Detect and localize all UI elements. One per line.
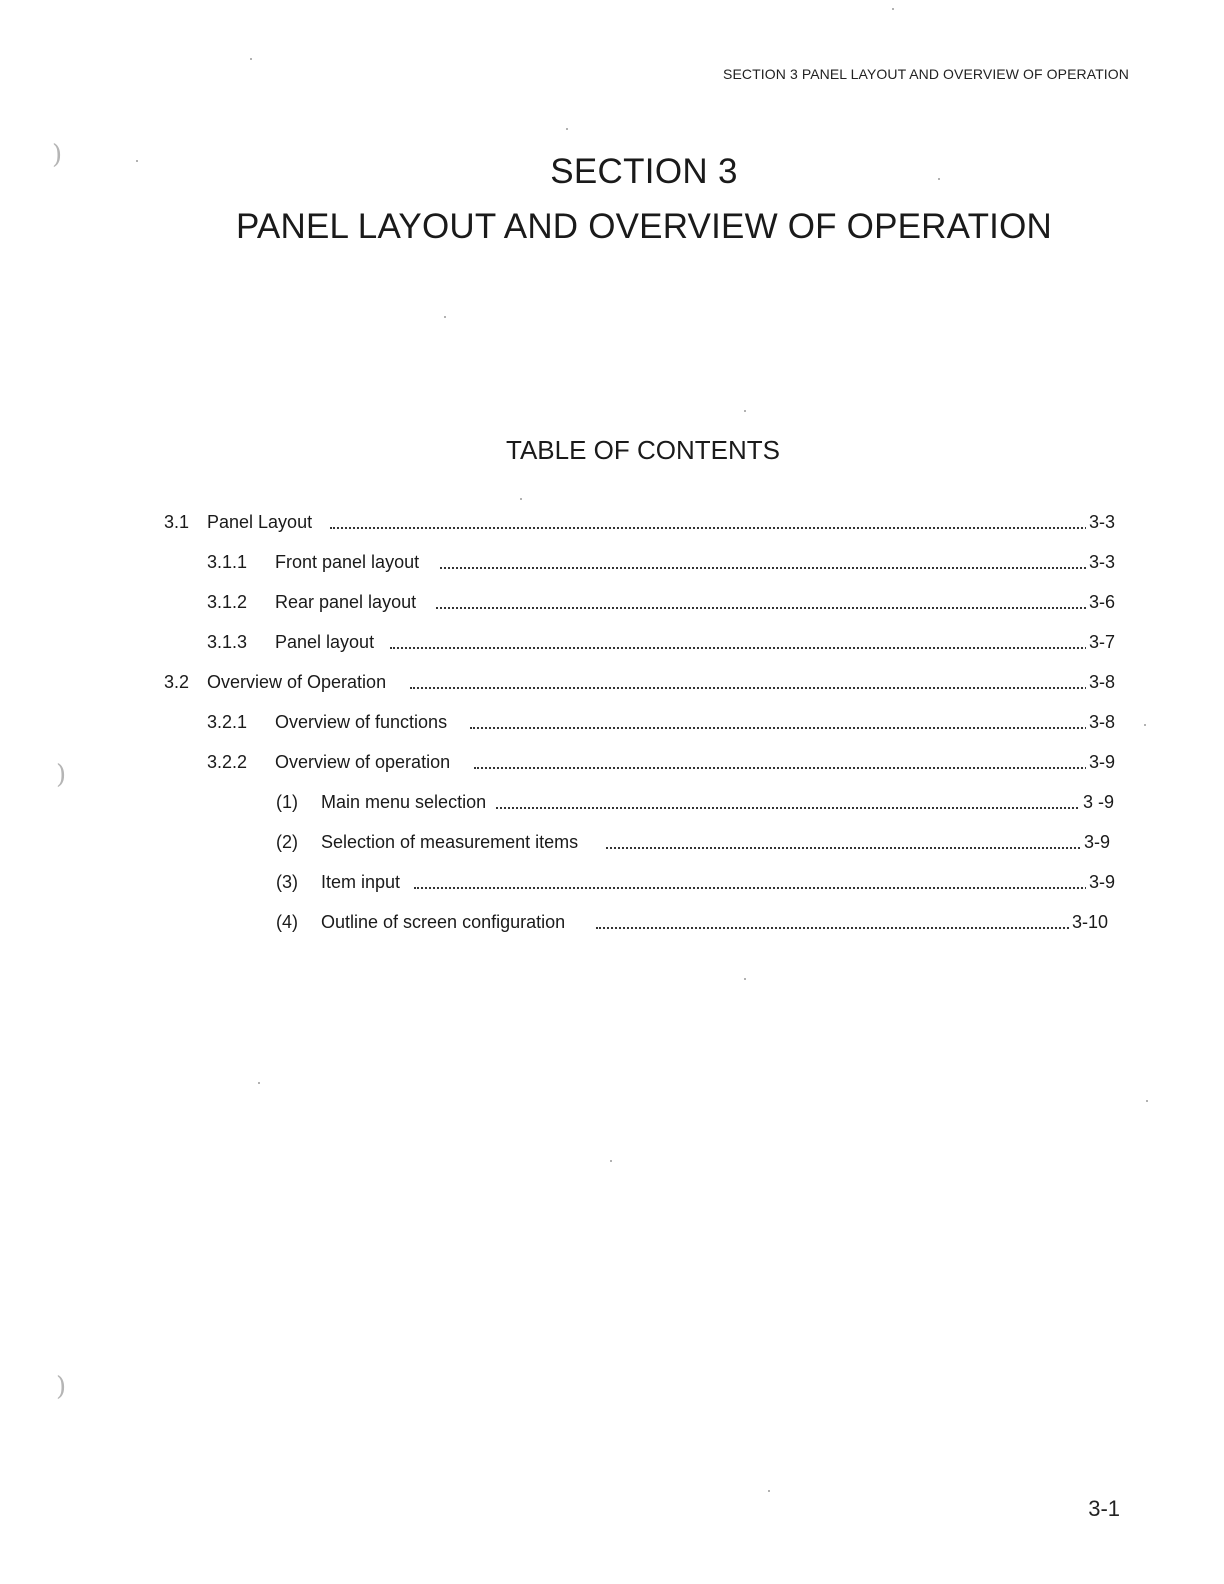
section-subtitle: PANEL LAYOUT AND OVERVIEW OF OPERATION: [235, 207, 1053, 246]
running-header: SECTION 3 PANEL LAYOUT AND OVERVIEW OF OPERATION: [723, 66, 1129, 82]
toc-entry-label: Item input: [321, 868, 404, 896]
toc-entry-number: 3.1.3: [207, 632, 248, 652]
toc-entry-number: (4): [276, 912, 298, 932]
scan-speck: [768, 1490, 770, 1492]
toc-entry-number: 3.1.1: [207, 552, 248, 572]
scan-speck: [1144, 724, 1146, 726]
scan-speck: [250, 58, 252, 60]
toc-entry-label: Rear panel layout: [275, 588, 420, 616]
scan-speck: [444, 316, 446, 318]
toc-entry-label: Overview of functions: [275, 708, 451, 736]
toc-entry-label: Panel Layout: [207, 508, 316, 536]
section-title: SECTION 3: [550, 152, 738, 191]
toc-leader-dots: [436, 607, 1090, 609]
toc-entry-page: 3-9: [1086, 748, 1115, 776]
toc-entry-number: 3.2: [164, 672, 190, 692]
toc-entry-page: 3-9: [1081, 828, 1110, 856]
toc-leader-dots: [330, 527, 1090, 529]
toc-entry-label: Outline of screen configuration: [321, 908, 569, 936]
scan-speck: [136, 160, 138, 162]
scan-speck: [520, 498, 522, 500]
binder-hole-mark: ): [56, 760, 67, 790]
toc-leader-dots: [474, 767, 1090, 769]
scan-speck: [938, 178, 940, 180]
binder-hole-mark: ): [56, 1372, 67, 1402]
toc-entry-page: 3-8: [1086, 668, 1115, 696]
toc-entry-label: Overview of operation: [275, 748, 454, 776]
toc-entry-number: (1): [276, 792, 298, 812]
scan-speck: [892, 8, 894, 10]
toc-leader-dots: [414, 887, 1090, 889]
toc-leader-dots: [390, 647, 1090, 649]
toc-leader-dots: [596, 927, 1072, 929]
toc-entry-label: Panel layout: [275, 628, 378, 656]
toc-leader-dots: [440, 567, 1090, 569]
toc-entry-label: Overview of Operation: [207, 668, 390, 696]
toc-entry-page: 3-6: [1086, 588, 1115, 616]
scan-speck: [610, 1160, 612, 1162]
toc-leader-dots: [606, 847, 1084, 849]
toc-entry-number: 3.1: [164, 512, 190, 532]
toc-entry-label: Main menu selection: [321, 788, 490, 816]
toc-entry-number: 3.1.2: [207, 592, 248, 612]
toc-entry-page: 3-8: [1086, 708, 1115, 736]
scan-speck: [566, 128, 568, 130]
toc-entry-number: (2): [276, 832, 298, 852]
toc-entry-page: 3-10: [1069, 908, 1108, 936]
scan-speck: [258, 1082, 260, 1084]
toc-entry-label: Selection of measurement items: [321, 828, 582, 856]
toc-entry-number: (3): [276, 872, 298, 892]
toc-heading: TABLE OF CONTENTS: [506, 435, 780, 465]
toc-leader-dots: [470, 727, 1090, 729]
toc-entry-page: 3 -9: [1080, 788, 1114, 816]
toc-leader-dots: [496, 807, 1086, 809]
toc-entry-page: 3-3: [1086, 548, 1115, 576]
scan-speck: [744, 410, 746, 412]
toc-entry-page: 3-9: [1086, 868, 1115, 896]
page-number: 3-1: [1088, 1496, 1120, 1521]
binder-hole-mark: ): [52, 140, 63, 170]
toc-entry-label: Front panel layout: [275, 548, 423, 576]
toc-entry-number: 3.2.2: [207, 752, 248, 772]
toc-entry-number: 3.2.1: [207, 712, 248, 732]
toc-entry-page: 3-3: [1086, 508, 1115, 536]
scan-speck: [744, 978, 746, 980]
toc-entry-page: 3-7: [1086, 628, 1115, 656]
scan-speck: [1146, 1100, 1148, 1102]
toc-leader-dots: [410, 687, 1090, 689]
